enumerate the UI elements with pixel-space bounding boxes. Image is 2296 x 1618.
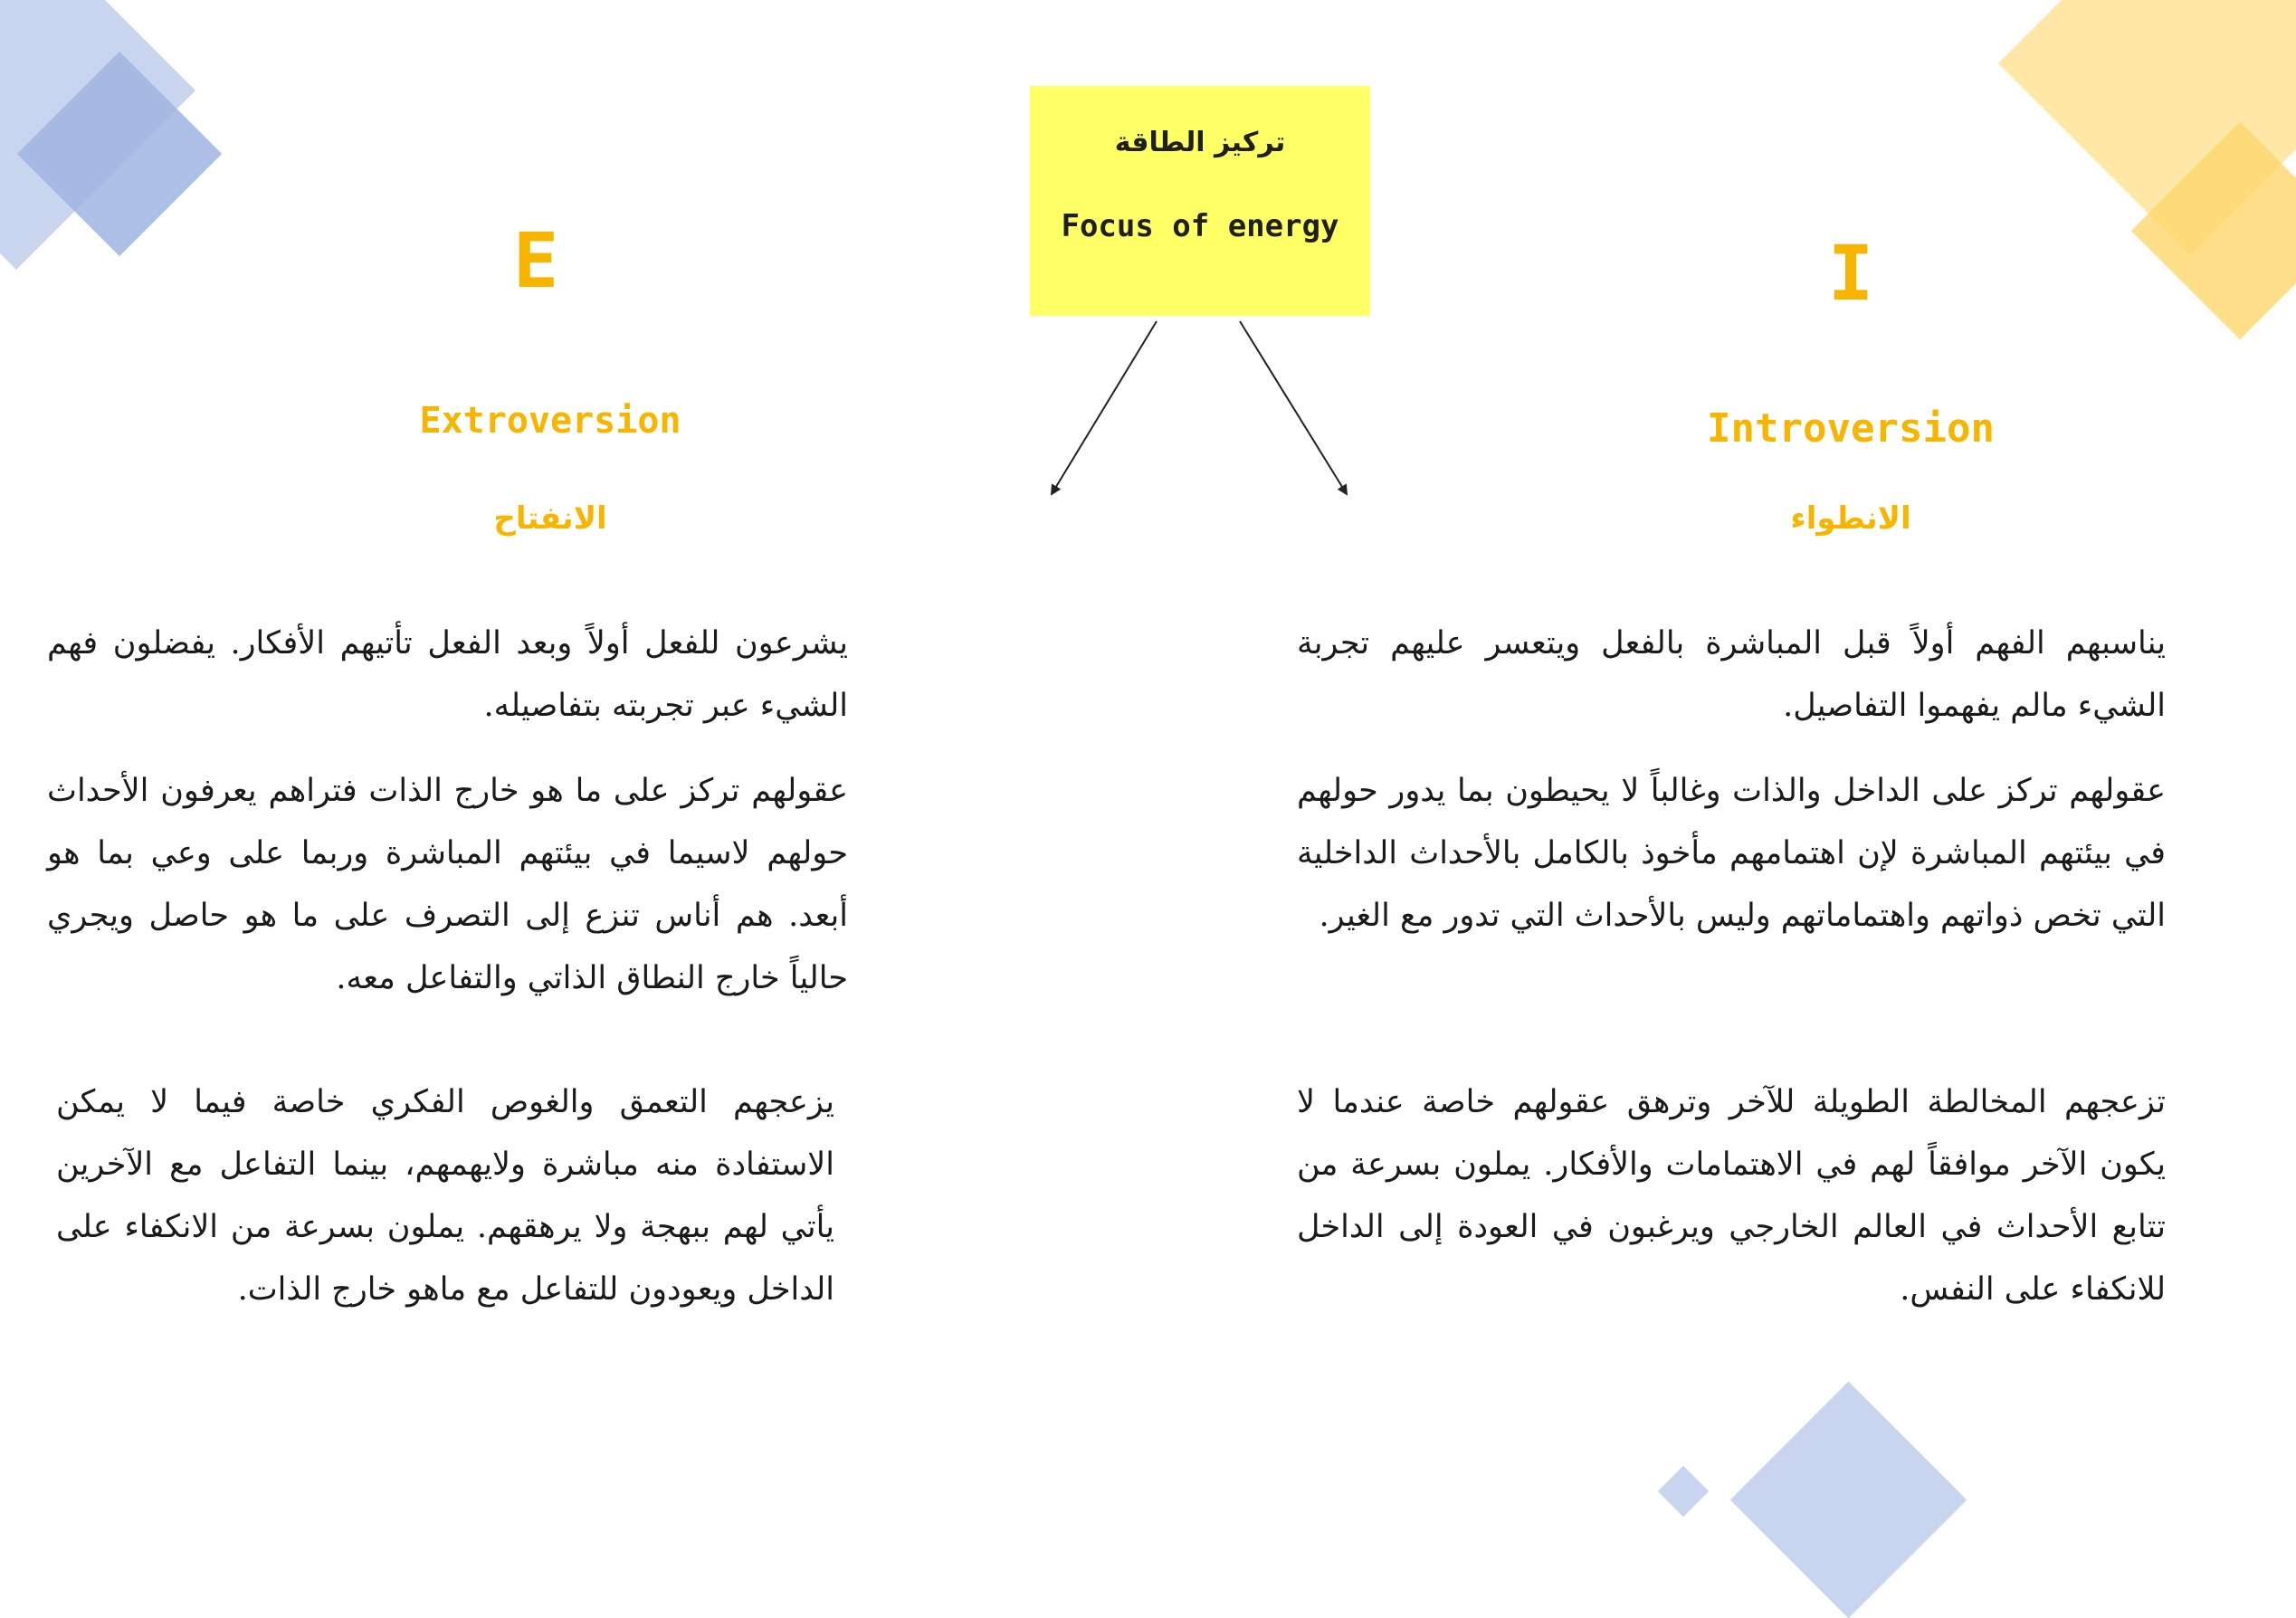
introversion-paragraph-3: تزعجهم المخالطة الطويلة للآخر وترهق عقولهم خاصة عندما لا يكون الآخر موافقاً لهم في الاهتمامات والأفكار. يملون بسرعة من تتابع الأحداث في العالم الخارجي ويرغبون في العودة إلى الداخل للانكفاء على النفس. (1297, 1084, 2166, 1308)
extroversion-paragraph-1: يشرعون للفعل أولاً وبعد الفعل تأتيهم الأفكار. يفضلون فهم الشيء عبر تجربته بتفاصيله. (47, 625, 848, 724)
extroversion-heading-ar: الانفتاح (493, 500, 607, 537)
introversion-paragraph-2: عقولهم تركز على الداخل والذات وغالباً لا يحيطون بما يدور حولهم في بيئتهم المباشرة لإن اهتمامهم مأخوذ بالكامل بالأحداث الداخلية التي تخص ذواتهم واهتماماتهم وليس بالأحداث التي تدور مع الغير. (1297, 773, 2166, 934)
extroversion-heading-en: Extroversion (419, 400, 681, 442)
arrow-to-introversion (1240, 321, 1347, 494)
extroversion-paragraph-3: يزعجهم التعمق والغوص الفكري خاصة فيما لا يمكن الاستفادة منه مباشرة ولايهمهم، بينما التفاعل مع الآخرين يأتي لهم ببهجة ولا يرهقهم. يملون بسرعة من الانكفاء على الداخل ويعودون للتفاعل مع ماهو خارج الذات. (56, 1084, 834, 1308)
introversion-paragraph-1: يناسبهم الفهم أولاً قبل المباشرة بالفعل ويتعسر عليهم تجربة الشيء مالم يفهموا التفاصيل. (1297, 625, 2166, 724)
extroversion-paragraph-2: عقولهم تركز على ما هو خارج الذات فتراهم يعرفون الأحداث حولهم لاسيما في بيئتهم المباشرة وربما على وعي بما هو أبعد. هم أناس تنزع إلى التصرف على ما هو حاصل ويجري حالياً خارج النطاق الذاتي والتفاعل معه. (47, 773, 849, 996)
introversion-heading-ar: الانطواء (1790, 500, 1911, 537)
introversion-heading-en: Introversion (1707, 405, 1995, 452)
extroversion-letter: E (512, 216, 559, 305)
focus-title-arabic: تركيز الطاقة (1114, 127, 1286, 158)
focus-title-english: Focus of energy (1061, 208, 1339, 244)
arrow-to-extroversion (1052, 321, 1157, 494)
introversion-letter: I (1827, 229, 1874, 318)
